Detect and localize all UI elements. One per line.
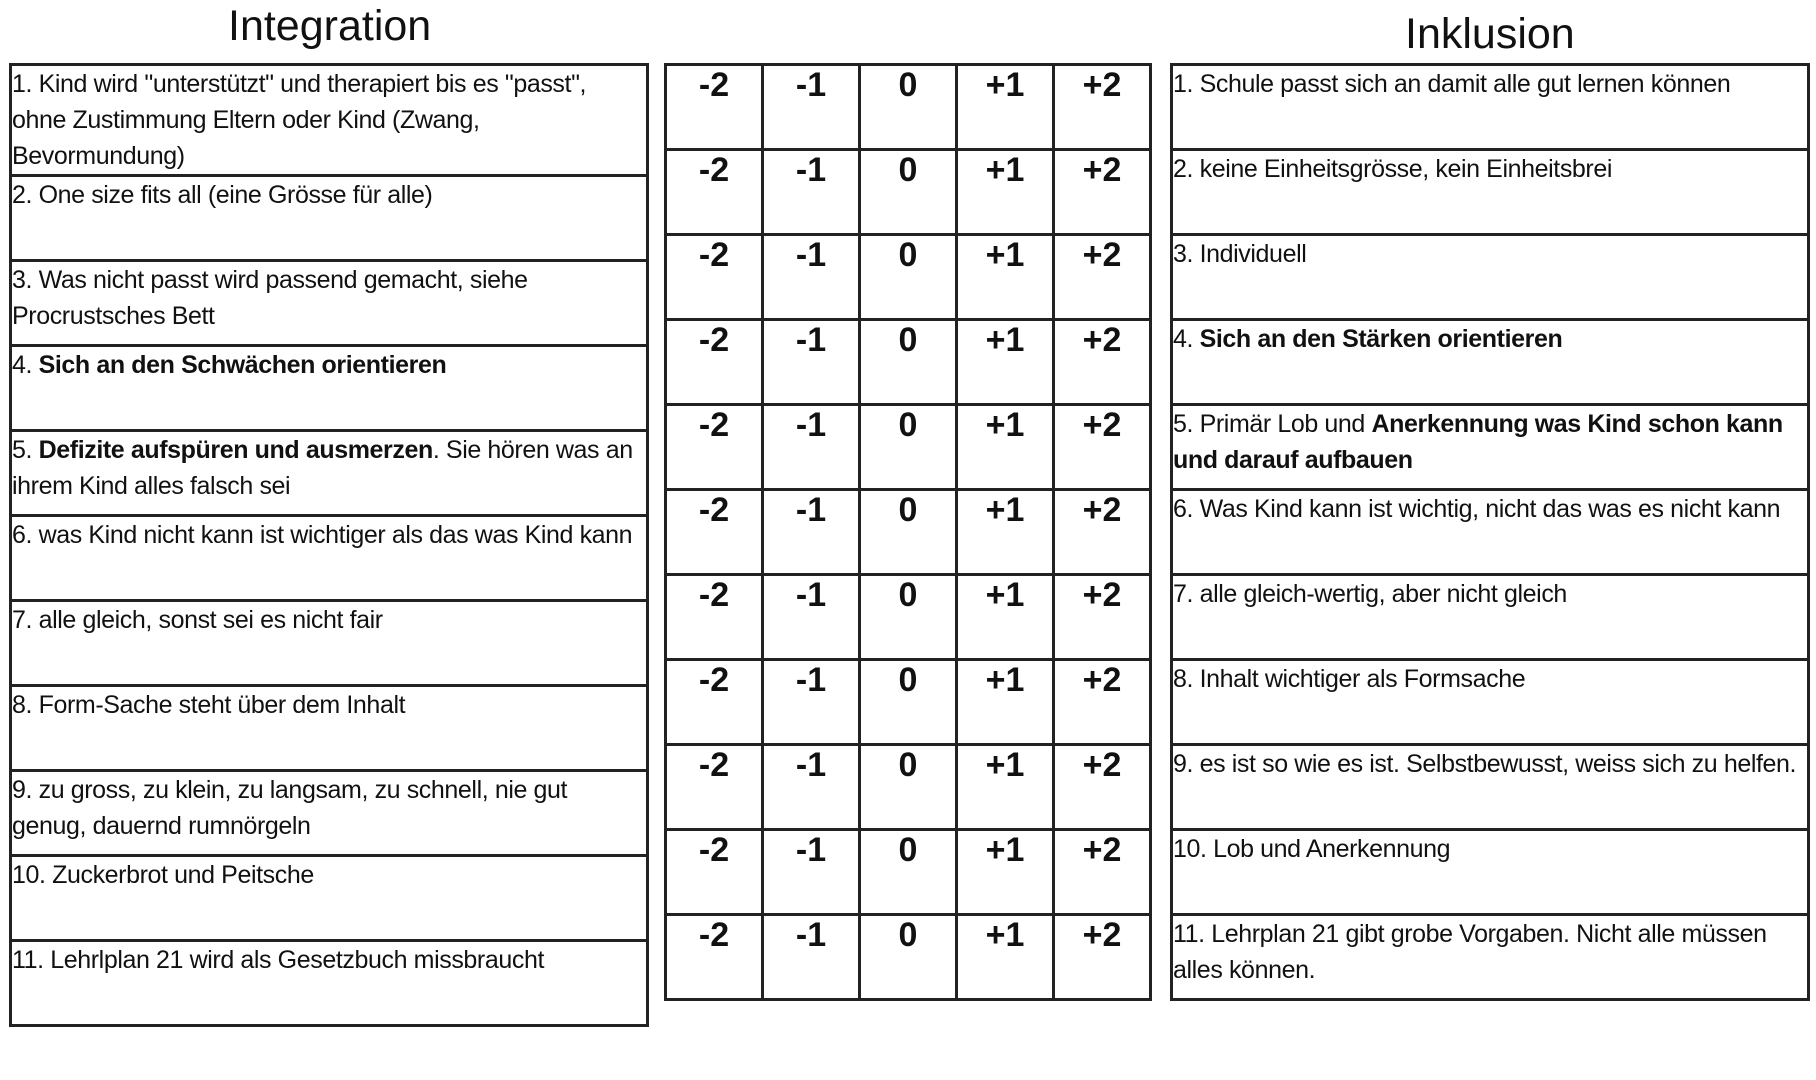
inklusion-row	[1172, 745, 1809, 830]
rating-option[interactable]: -1	[763, 660, 860, 745]
rating-option[interactable]: -1	[763, 150, 860, 235]
integration-statement-6	[11, 516, 648, 601]
rating-option[interactable]: +1	[957, 65, 1054, 150]
rating-option[interactable]: +2	[1054, 150, 1151, 235]
statement-text: 7. alle gleich-wertig, aber nicht gleich	[1173, 580, 1567, 608]
inklusion-row	[1172, 405, 1809, 490]
inklusion-row	[1172, 65, 1809, 150]
inklusion-row	[1172, 660, 1809, 745]
rating-option[interactable]: +1	[957, 575, 1054, 660]
inklusion-row	[1172, 490, 1809, 575]
rating-option[interactable]: +1	[957, 660, 1054, 745]
statement-text: 3. Individuell	[1173, 240, 1307, 268]
rating-option[interactable]: +1	[957, 830, 1054, 915]
rating-option[interactable]: -2	[666, 660, 763, 745]
integration-statement-2	[11, 176, 648, 261]
rating-option[interactable]: 0	[860, 490, 957, 575]
inklusion-statement-5	[1172, 405, 1809, 490]
statement-text: 6. was Kind nicht kann ist wichtiger als das was Kind kann	[12, 521, 633, 549]
rating-option[interactable]: +1	[957, 490, 1054, 575]
rating-option[interactable]: +2	[1054, 915, 1151, 1000]
statement-text: 11. Lehrplan 21 gibt grobe Vorgaben. Nicht alle müssen alles können.	[1173, 920, 1767, 984]
integration-statement-9	[11, 771, 648, 856]
statement-bold-text: Anerkennung was Kind schon kann und darauf aufbauen	[1173, 410, 1783, 474]
integration-row	[11, 686, 648, 771]
inklusion-table	[1170, 63, 1810, 1001]
statement-text: 8. Inhalt wichtiger als Formsache	[1173, 665, 1526, 693]
rating-option[interactable]: -1	[763, 65, 860, 150]
statement-text: 10. Zuckerbrot und Peitsche	[12, 861, 314, 889]
statement-text: 4.	[1173, 325, 1200, 353]
rating-option[interactable]: -2	[666, 320, 763, 405]
rating-option[interactable]: +1	[957, 405, 1054, 490]
statement-text: 8. Form-Sache steht über dem Inhalt	[12, 691, 406, 719]
integration-statement-8	[11, 686, 648, 771]
rating-row-8	[666, 660, 1151, 745]
integration-table	[9, 63, 649, 1027]
inklusion-row	[1172, 830, 1809, 915]
statement-bold-text: Sich an den Stärken orientieren	[1199, 325, 1563, 353]
rating-option[interactable]: -2	[666, 65, 763, 150]
integration-statement-5	[11, 431, 648, 516]
rating-option[interactable]: 0	[860, 320, 957, 405]
rating-row-11	[666, 915, 1151, 1000]
statement-text: 6. Was Kind kann ist wichtig, nicht das was es nicht kann	[1173, 495, 1781, 523]
rating-option[interactable]: +2	[1054, 235, 1151, 320]
rating-row-3	[666, 235, 1151, 320]
rating-option[interactable]: -2	[666, 915, 763, 1000]
rating-row-4	[666, 320, 1151, 405]
integration-row	[11, 941, 648, 1026]
rating-option[interactable]: 0	[860, 150, 957, 235]
statement-text: 5.	[12, 436, 39, 464]
rating-option[interactable]: 0	[860, 915, 957, 1000]
statement-text: 9. es ist so wie es ist. Selbstbewusst, weiss sich zu helfen.	[1173, 750, 1797, 778]
integration-statement-3	[11, 261, 648, 346]
statement-text: 10. Lob und Anerkennung	[1173, 835, 1451, 863]
rating-option[interactable]: 0	[860, 660, 957, 745]
rating-option[interactable]: 0	[860, 65, 957, 150]
inklusion-statement-6	[1172, 490, 1809, 575]
rating-option[interactable]: +2	[1054, 575, 1151, 660]
rating-option[interactable]: -2	[666, 235, 763, 320]
statement-text: 1. Kind wird "unterstützt" und therapiert bis es "passt", ohne Zustimmung Eltern oder Kind (Zwang, Bevormundung)	[12, 70, 587, 170]
inklusion-row	[1172, 235, 1809, 320]
rating-option[interactable]: -1	[763, 830, 860, 915]
statement-text: 7. alle gleich, sonst sei es nicht fair	[12, 606, 383, 634]
rating-option[interactable]: -2	[666, 150, 763, 235]
rating-option[interactable]: +2	[1054, 65, 1151, 150]
integration-statement-1	[11, 65, 648, 176]
integration-row	[11, 601, 648, 686]
integration-row	[11, 261, 648, 346]
rating-option[interactable]: +1	[957, 235, 1054, 320]
rating-row-2	[666, 150, 1151, 235]
statement-text: 5. Primär Lob und	[1173, 410, 1372, 438]
inklusion-row	[1172, 150, 1809, 235]
rating-option[interactable]: -2	[666, 490, 763, 575]
rating-option[interactable]: -1	[763, 235, 860, 320]
rating-option[interactable]: +1	[957, 745, 1054, 830]
rating-option[interactable]: -1	[763, 575, 860, 660]
inklusion-statement-2	[1172, 150, 1809, 235]
rating-option[interactable]: +2	[1054, 745, 1151, 830]
integration-row	[11, 65, 648, 176]
rating-option[interactable]: 0	[860, 235, 957, 320]
rating-option[interactable]: 0	[860, 405, 957, 490]
integration-row	[11, 516, 648, 601]
rating-option[interactable]: -1	[763, 405, 860, 490]
rating-option[interactable]: +1	[957, 320, 1054, 405]
statement-text: 4.	[12, 351, 39, 379]
rating-option[interactable]: +2	[1054, 320, 1151, 405]
rating-row-7	[666, 575, 1151, 660]
inklusion-statement-8	[1172, 660, 1809, 745]
inklusion-row	[1172, 320, 1809, 405]
rating-option[interactable]: 0	[860, 575, 957, 660]
statement-text: 9. zu gross, zu klein, zu langsam, zu schnell, nie gut genug, dauernd rumnörgeln	[12, 776, 568, 840]
inklusion-row	[1172, 575, 1809, 660]
rating-row-5	[666, 405, 1151, 490]
integration-row	[11, 771, 648, 856]
integration-row	[11, 176, 648, 261]
rating-row-9	[666, 745, 1151, 830]
inklusion-statement-9	[1172, 745, 1809, 830]
rating-option[interactable]: +2	[1054, 490, 1151, 575]
statement-text: 2. keine Einheitsgrösse, kein Einheitsbrei	[1173, 155, 1613, 183]
rating-option[interactable]: -1	[763, 490, 860, 575]
rating-row-1	[666, 65, 1151, 150]
rating-option[interactable]: 0	[860, 745, 957, 830]
statement-text: 11. Lehrlplan 21 wird als Gesetzbuch missbraucht	[12, 946, 545, 974]
rating-scale-table	[664, 63, 1152, 1001]
rating-option[interactable]: +1	[957, 915, 1054, 1000]
rating-option[interactable]: -2	[666, 575, 763, 660]
integration-row	[11, 346, 648, 431]
statement-bold-text: Sich an den Schwächen orientieren	[38, 351, 447, 379]
integration-statement-4	[11, 346, 648, 431]
rating-option[interactable]: -2	[666, 405, 763, 490]
rating-option[interactable]: -2	[666, 745, 763, 830]
rating-option[interactable]: -1	[763, 745, 860, 830]
inklusion-statement-1	[1172, 65, 1809, 150]
inklusion-statement-7	[1172, 575, 1809, 660]
integration-row	[11, 431, 648, 516]
inklusion-heading: Inklusion	[1405, 10, 1575, 58]
integration-row	[11, 856, 648, 941]
rating-option[interactable]: -1	[763, 915, 860, 1000]
rating-option[interactable]: -1	[763, 320, 860, 405]
rating-option[interactable]: 0	[860, 830, 957, 915]
statement-text: . Sie hören was an ihrem Kind alles falsch sei	[12, 436, 633, 500]
integration-statement-10	[11, 856, 648, 941]
inklusion-statement-3	[1172, 235, 1809, 320]
rating-row-6	[666, 490, 1151, 575]
rating-option[interactable]: +2	[1054, 405, 1151, 490]
statement-text: 3. Was nicht passt wird passend gemacht, siehe Procrustsches Bett	[12, 266, 528, 330]
rating-option[interactable]: +2	[1054, 660, 1151, 745]
statement-text: 2. One size fits all (eine Grösse für alle)	[12, 181, 433, 209]
statement-bold-text: Defizite aufspüren und ausmerzen	[38, 436, 433, 464]
rating-row-10	[666, 830, 1151, 915]
rating-option[interactable]: +1	[957, 150, 1054, 235]
integration-heading: Integration	[228, 2, 432, 50]
statement-text: 1. Schule passt sich an damit alle gut lernen können	[1173, 70, 1731, 98]
inklusion-statement-11	[1172, 915, 1809, 1000]
integration-statement-7	[11, 601, 648, 686]
inklusion-row	[1172, 915, 1809, 1000]
inklusion-statement-10	[1172, 830, 1809, 915]
inklusion-statement-4	[1172, 320, 1809, 405]
rating-option[interactable]: -2	[666, 830, 763, 915]
rating-option[interactable]: +2	[1054, 830, 1151, 915]
integration-statement-11	[11, 941, 648, 1026]
